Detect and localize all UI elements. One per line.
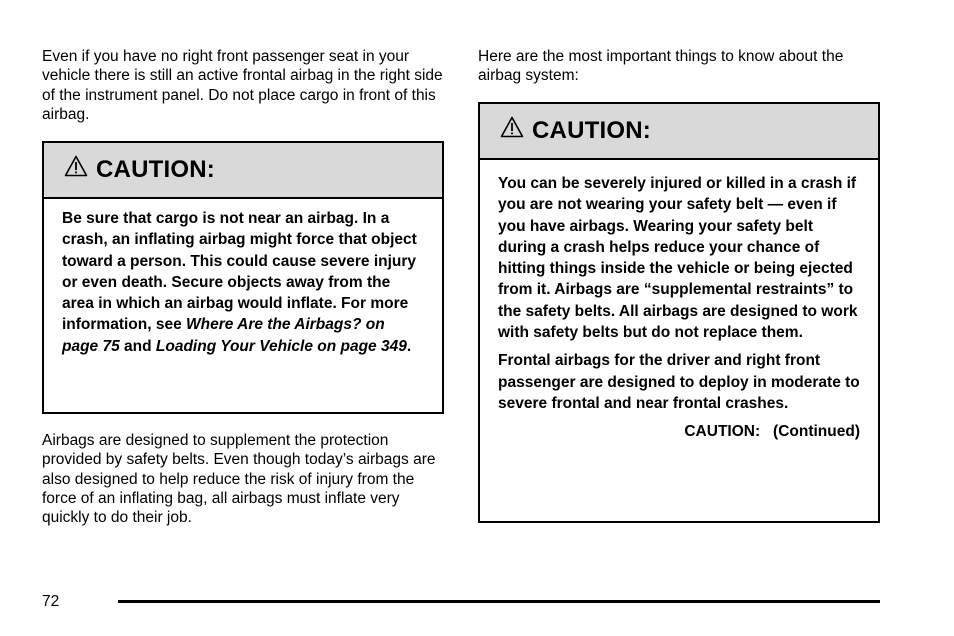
caution-text <box>480 160 878 443</box>
caution-box <box>478 102 880 523</box>
footer-divider <box>118 600 880 603</box>
intro-paragraph: Even if you have no right front passenger seat in your vehicle there is still an active frontal airbag in the right side of the instrument panel. Do not place cargo in front of this airbag. <box>42 48 443 123</box>
caution-text-main: Be sure that cargo is not near an airbag. In a crash, an inflating airbag might force that object toward a person. This could cause severe injury or even death. Secure objects away from the area in which an airbag would inflate. For more information, see <box>62 210 417 334</box>
caution-title: CAUTION: <box>96 156 215 183</box>
caution-text-and: and <box>119 337 156 355</box>
caution-text <box>44 199 442 357</box>
warning-triangle-icon <box>500 116 524 138</box>
cross-reference-link: Loading Your Vehicle on page 349 <box>155 337 407 355</box>
caution-box <box>42 141 444 414</box>
cross-reference-link: Where Are the Airbags? on page 75 <box>62 316 385 355</box>
continued-label: CAUTION: (Continued) <box>684 423 860 441</box>
caution-text-end: . <box>406 337 412 355</box>
intro-paragraph: Here are the most important things to know about the airbag system: <box>478 48 844 85</box>
caution-paragraph: You can be severely injured or killed in a crash if you are not wearing your safety belt — even if you have airbags. Wearing your safety belt during a crash helps reduce your chance of hitting things inside the vehicle or being ejected from it. Airbags are “supplemental restraints” to the safety belts. All airbags are designed to work with safety belts but do not replace them. <box>498 175 858 342</box>
caution-title: CAUTION: <box>532 117 651 144</box>
caution-paragraph: Frontal airbags for the driver and right front passenger are designed to deploy in moderate to severe frontal and near frontal crashes. <box>498 352 860 412</box>
body-paragraph: Airbags are designed to supplement the protection provided by safety belts. Even though today’s airbags are also designed to help reduce the risk of injury from the force of an inflating bag, all airbags must inflate very quickly to do their job. <box>42 432 436 527</box>
page-number: 72 <box>42 593 60 610</box>
caution-header <box>44 143 442 199</box>
warning-triangle-icon <box>64 155 88 177</box>
caution-header <box>480 104 878 160</box>
